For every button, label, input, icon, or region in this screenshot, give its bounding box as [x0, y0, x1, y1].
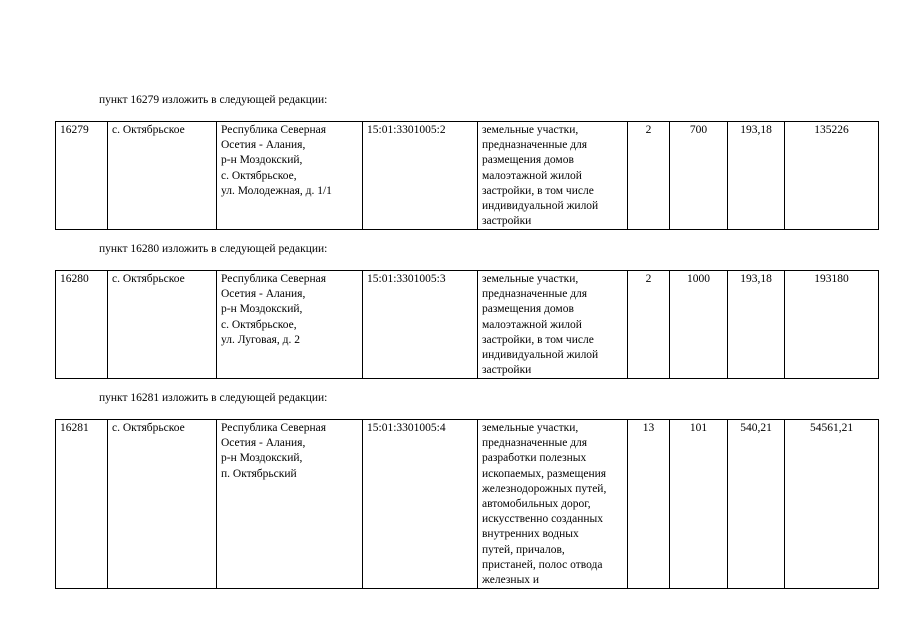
land-area: 700 — [670, 122, 728, 230]
address-cell: Республика Северная Осетия - Алания, р-н Моздокский, п. Октябрьский — [217, 420, 363, 589]
record-table-16279 — [55, 121, 879, 230]
record-number: 16281 — [56, 420, 108, 589]
cadastral-number: 15:01:3301005:3 — [363, 271, 478, 379]
table-row — [56, 122, 879, 230]
table-row — [56, 271, 879, 379]
cadastral-value: 193180 — [785, 271, 879, 379]
address-cell: Республика Северная Осетия - Алания, р-н Моздокский, с. Октябрьское, ул. Молодежная, д. 1/1 — [217, 122, 363, 230]
address-cell: Республика Северная Осетия - Алания, р-н Моздокский, с. Октябрьское, ул. Луговая, д. 2 — [217, 271, 363, 379]
record-number: 16280 — [56, 271, 108, 379]
specific-value: 193,18 — [728, 271, 785, 379]
land-use-purpose: земельные участки, предназначенные для размещения домов малоэтажной жилой застройки, в том числе индивидуальной жилой застройки — [478, 271, 628, 379]
use-group: 2 — [628, 122, 670, 230]
record-number: 16279 — [56, 122, 108, 230]
cadastral-number: 15:01:3301005:4 — [363, 420, 478, 589]
specific-value: 540,21 — [728, 420, 785, 589]
cadastral-value: 135226 — [785, 122, 879, 230]
use-group: 2 — [628, 271, 670, 379]
table-row — [56, 420, 879, 589]
specific-value: 193,18 — [728, 122, 785, 230]
use-group: 13 — [628, 420, 670, 589]
amendment-heading-16279: пункт 16279 изложить в следующей редакции: — [99, 94, 328, 106]
cadastral-number: 15:01:3301005:2 — [363, 122, 478, 230]
settlement-name: с. Октябрьское — [108, 271, 217, 379]
land-use-purpose: земельные участки, предназначенные для размещения домов малоэтажной жилой застройки, в том числе индивидуальной жилой застройки — [478, 122, 628, 230]
record-table-16281 — [55, 419, 879, 589]
land-area: 101 — [670, 420, 728, 589]
amendment-heading-16281: пункт 16281 изложить в следующей редакции: — [99, 392, 328, 404]
land-use-purpose: земельные участки, предназначенные для разработки полезных ископаемых, размещения железнодорожных путей, автомобильных дорог, искусственно созданных внутренних водных путей, причалов, пристаней, полос отвода железных и — [478, 420, 628, 589]
cadastral-value: 54561,21 — [785, 420, 879, 589]
amendment-heading-16280: пункт 16280 изложить в следующей редакции: — [99, 243, 328, 255]
record-table-16280 — [55, 270, 879, 379]
settlement-name: с. Октябрьское — [108, 122, 217, 230]
land-area: 1000 — [670, 271, 728, 379]
settlement-name: с. Октябрьское — [108, 420, 217, 589]
